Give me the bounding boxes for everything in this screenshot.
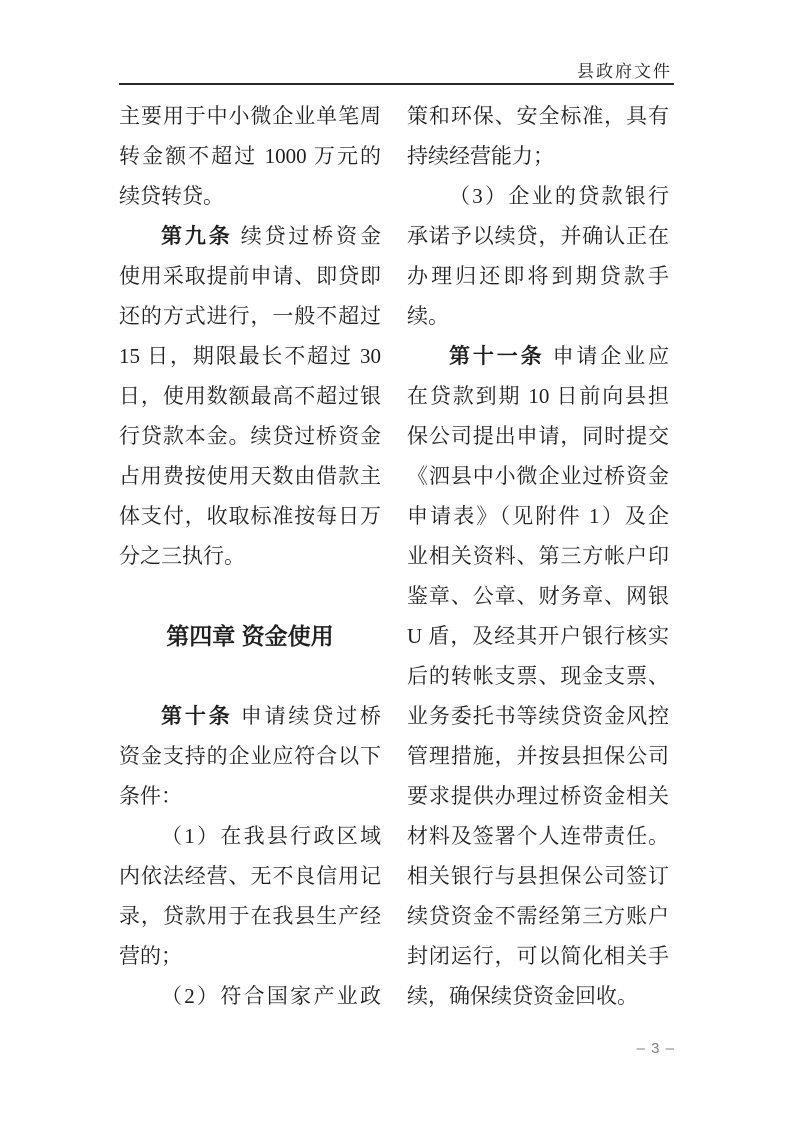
text-line xyxy=(407,136,669,176)
text-segment: （3）企业的贷款银行 xyxy=(449,184,669,208)
text-line xyxy=(407,976,669,1016)
text-line xyxy=(407,176,669,216)
text-segment: 资金支持的企业应符合以下 xyxy=(119,744,381,768)
text-line xyxy=(407,696,669,736)
text-line xyxy=(407,816,669,856)
text-segment: 内依法经营、无不良信用记 xyxy=(119,864,381,888)
text-segment: 续贷转贷。 xyxy=(119,184,224,208)
text-line xyxy=(119,536,381,576)
text-segment: 体支付，收取标准按每日万 xyxy=(119,504,381,528)
text-line xyxy=(119,736,381,776)
text-segment: 占用费按使用天数由借款主 xyxy=(119,464,381,488)
text-line xyxy=(407,456,669,496)
text-line xyxy=(119,96,381,136)
page-number: – 3 – xyxy=(636,1040,675,1057)
text-segment: 申请续贷过桥 xyxy=(232,704,382,728)
text-segment: 续。 xyxy=(407,304,449,328)
text-line xyxy=(407,776,669,816)
text-segment: 持续经营能力； xyxy=(407,144,554,168)
text-segment: 续贷过桥资金 xyxy=(232,224,382,248)
text-segment: 营的； xyxy=(119,944,182,968)
text-line xyxy=(119,416,381,456)
text-line xyxy=(407,416,669,456)
text-line xyxy=(407,576,669,616)
text-segment: 保公司提出申请，同时提交 xyxy=(407,424,669,448)
text-line xyxy=(119,216,381,256)
text-segment: 日，使用数额最高不超过银 xyxy=(119,384,381,408)
text-segment: 转金额不超过 1000 万元的 xyxy=(119,144,381,168)
text-line xyxy=(407,616,669,656)
article-number: 第十条 xyxy=(161,705,233,728)
text-line xyxy=(119,896,381,936)
text-line xyxy=(407,336,669,376)
text-line xyxy=(119,936,381,976)
text-line xyxy=(119,856,381,896)
text-segment: 管理措施，并按县担保公司 xyxy=(407,744,669,768)
text-segment: 后的转帐支票、现金支票、 xyxy=(407,664,669,688)
text-segment: 主要用于中小微企业单笔周 xyxy=(119,104,381,128)
text-line xyxy=(119,296,381,336)
text-segment: 材料及签署个人连带责任。 xyxy=(407,824,669,848)
article-number: 第九条 xyxy=(161,225,233,248)
text-line xyxy=(119,696,381,736)
text-line xyxy=(119,976,381,1016)
text-segment: 申请表》（见附件 1）及企 xyxy=(407,504,669,528)
text-segment: 办理归还即将到期贷款手 xyxy=(407,264,669,288)
article-number: 第十一条 xyxy=(449,345,545,368)
text-line xyxy=(407,936,669,976)
header-rule xyxy=(119,83,674,85)
text-segment: 业相关资料、第三方帐户印 xyxy=(407,544,669,568)
right-column xyxy=(407,96,669,1016)
text-line xyxy=(119,816,381,856)
text-segment: （1）在我县行政区域 xyxy=(161,824,381,848)
text-line xyxy=(407,216,669,256)
left-column xyxy=(119,96,381,1016)
text-segment: 条件： xyxy=(119,784,182,808)
text-line xyxy=(407,856,669,896)
text-line xyxy=(407,496,669,536)
text-line xyxy=(407,736,669,776)
chapter-heading xyxy=(119,616,381,656)
text-segment: 分之三执行。 xyxy=(119,544,245,568)
text-line xyxy=(407,896,669,936)
header-label: 县政府文件 xyxy=(577,62,672,81)
text-segment: 还的方式进行，一般不超过 xyxy=(119,304,381,328)
text-segment: 续贷资金不需经第三方账户 xyxy=(407,904,669,928)
text-line xyxy=(119,256,381,296)
text-line xyxy=(119,496,381,536)
text-segment: 鉴章、公章、财务章、网银 xyxy=(407,584,669,608)
text-segment: 申请企业应 xyxy=(544,344,670,368)
text-line xyxy=(407,96,669,136)
text-line xyxy=(119,136,381,176)
text-line xyxy=(407,376,669,416)
text-line xyxy=(119,336,381,376)
text-line xyxy=(407,656,669,696)
text-line xyxy=(119,376,381,416)
text-segment: （2）符合国家产业政 xyxy=(161,984,381,1008)
text-segment: 续，确保续贷资金回收。 xyxy=(407,984,638,1008)
text-segment: 封闭运行，可以简化相关手 xyxy=(407,944,669,968)
text-segment: 使用采取提前申请、即贷即 xyxy=(119,264,381,288)
text-segment: 行贷款本金。续贷过桥资金 xyxy=(119,424,381,448)
text-segment: 在贷款到期 10 日前向县担 xyxy=(407,384,669,408)
text-segment: 业务委托书等续贷资金风控 xyxy=(407,704,669,728)
text-segment: 承诺予以续贷，并确认正在 xyxy=(407,224,669,248)
text-segment: 录，贷款用于在我县生产经 xyxy=(119,904,381,928)
text-segment: 15 日，期限最长不超过 30 xyxy=(119,344,381,368)
text-segment: U 盾，及经其开户银行核实 xyxy=(407,624,669,648)
text-line xyxy=(407,256,669,296)
text-line xyxy=(119,456,381,496)
text-line xyxy=(119,776,381,816)
text-segment: 相关银行与县担保公司签订 xyxy=(407,864,669,888)
article-number: 第四章 资金使用 xyxy=(166,623,334,649)
text-segment: 《泗县中小微企业过桥资金 xyxy=(407,464,669,488)
text-line xyxy=(119,176,381,216)
text-line xyxy=(407,536,669,576)
text-segment: 要求提供办理过桥资金相关 xyxy=(407,784,669,808)
text-line xyxy=(407,296,669,336)
text-segment: 策和环保、安全标准，具有 xyxy=(407,104,669,128)
